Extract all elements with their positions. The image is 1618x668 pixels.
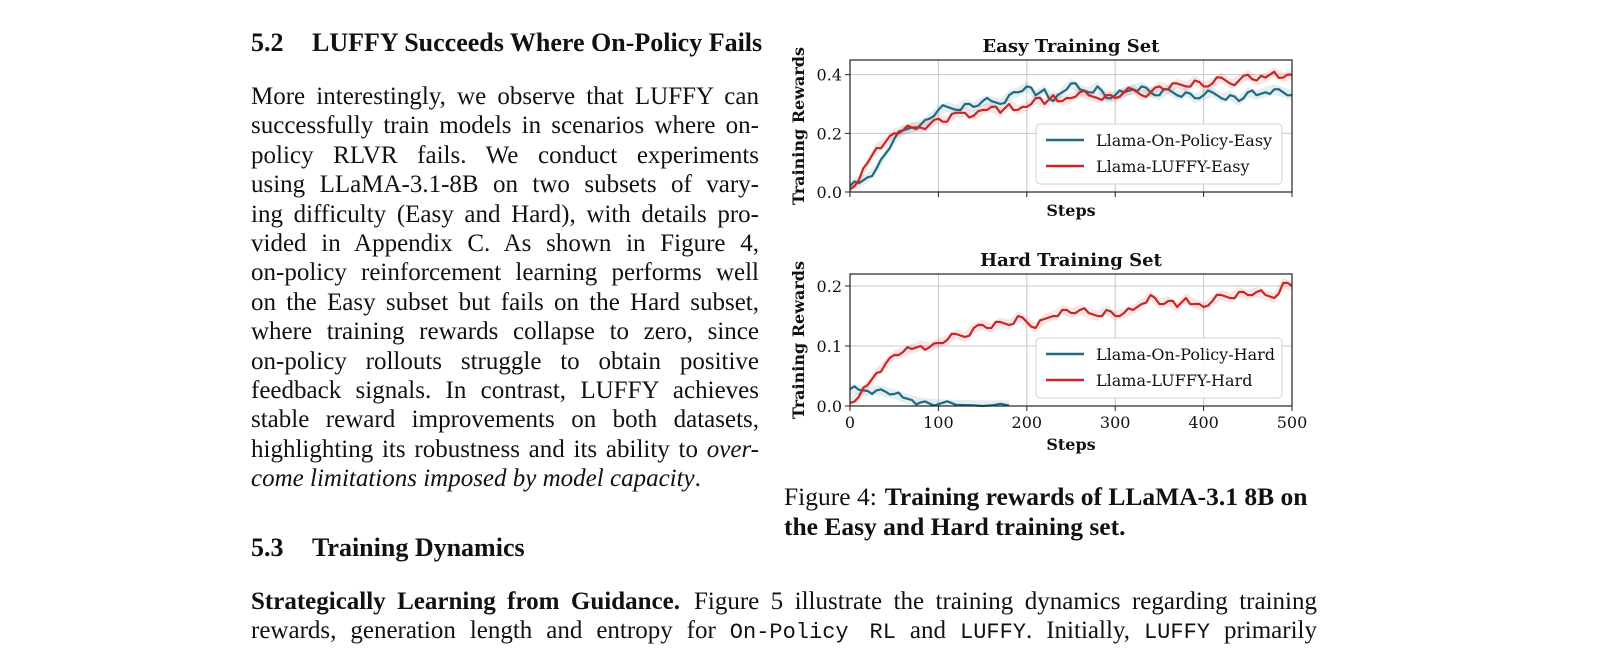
x-tick-label: 100 bbox=[923, 413, 954, 432]
y-tick-label: 0.0 bbox=[816, 183, 842, 202]
section-number: 5.3 bbox=[251, 533, 284, 562]
paragraph-text: rewards, generation length and entropy for bbox=[251, 617, 730, 645]
paragraph-line bbox=[251, 376, 759, 405]
legend-label-0: Llama-On-Policy-Hard bbox=[1096, 345, 1275, 364]
x-tick-label: 300 bbox=[1099, 413, 1131, 432]
paragraph-text: More interestingly, we observe that LUFFY can bbox=[251, 83, 759, 110]
y-tick-label: 0.0 bbox=[816, 397, 842, 416]
y-axis-label: Training Rewards bbox=[789, 261, 808, 419]
paragraph-line bbox=[251, 141, 759, 170]
section-title: Training Dynamics bbox=[312, 533, 525, 562]
paragraph-line bbox=[251, 317, 759, 346]
paragraph-text: successfully train models in scenarios where on- bbox=[251, 112, 759, 140]
figure-4-caption bbox=[784, 482, 1324, 541]
paragraph-line bbox=[251, 82, 759, 111]
paragraph-text: feedback signals. In contrast, LUFFY achieves bbox=[251, 377, 759, 405]
paragraph-text: stable reward improvements on both datasets, bbox=[251, 406, 759, 434]
paragraph-text: ing difficulty (Easy and Hard), with details pro- bbox=[251, 200, 759, 228]
code-text: LUFFY bbox=[1143, 620, 1210, 646]
section-number: 5.2 bbox=[251, 28, 284, 57]
section-5-2-heading bbox=[251, 28, 762, 58]
section-5-3-paragraph bbox=[251, 587, 1317, 648]
y-tick-label: 0.4 bbox=[816, 65, 842, 85]
figure-4 bbox=[784, 30, 1318, 470]
x-tick-label: 0 bbox=[844, 413, 856, 432]
legend-label-1: Llama-LUFFY-Hard bbox=[1096, 371, 1253, 390]
paragraph-text: on-policy reinforcement learning performs well bbox=[251, 259, 759, 287]
legend-label-1: Llama-LUFFY-Easy bbox=[1096, 157, 1250, 176]
code-text: On-Policy RL bbox=[729, 620, 896, 646]
caption-label: Figure 4: bbox=[784, 482, 877, 511]
paragraph-line bbox=[251, 258, 759, 287]
caption-text: Training rewards of LLaMA-3.1 8B on the Easy and Hard training set. bbox=[784, 482, 1308, 541]
chart-title: Hard Training Set bbox=[980, 250, 1162, 271]
runin-heading: Strategically Learning from Guidance. bbox=[251, 588, 680, 615]
y-tick-label: 0.1 bbox=[816, 337, 842, 356]
paragraph-text: policy RLVR fails. We conduct experiments bbox=[251, 141, 759, 169]
paragraph-line bbox=[251, 405, 759, 434]
chart-title: Easy Training Set bbox=[982, 36, 1160, 57]
figure-4-charts bbox=[784, 30, 1318, 470]
paragraph-text: . bbox=[694, 465, 701, 493]
section-title: LUFFY Succeeds Where On-Policy Fails bbox=[312, 28, 763, 57]
paragraph-line bbox=[251, 587, 1317, 616]
paragraph-text: on-policy rollouts struggle to obtain positive bbox=[251, 347, 759, 375]
paragraph-line bbox=[251, 200, 759, 229]
paragraph-text: primarily bbox=[1210, 617, 1317, 645]
x-tick-label: 500 bbox=[1276, 413, 1308, 432]
paragraph-text: highlighting its robustness and its ability to bbox=[251, 435, 707, 463]
paragraph-line bbox=[251, 464, 759, 493]
paragraph-line bbox=[251, 229, 759, 258]
x-tick-label: 400 bbox=[1188, 413, 1219, 432]
italic-text: come limitations imposed by model capacity bbox=[251, 465, 695, 493]
italic-text: over- bbox=[706, 435, 759, 463]
section-5-3-heading bbox=[251, 533, 525, 563]
paragraph-line bbox=[251, 111, 759, 140]
paragraph-text: on the Easy subset but fails on the Hard subset, bbox=[251, 288, 759, 316]
y-tick-label: 0.2 bbox=[816, 124, 842, 144]
paragraph-line bbox=[251, 616, 1317, 647]
paragraph-text: vided in Appendix C. As shown in Figure 4, bbox=[251, 230, 759, 258]
paragraph-line bbox=[251, 347, 759, 376]
paragraph-text: where training rewards collapse to zero, since bbox=[251, 318, 759, 346]
paragraph-text: using LLaMA-3.1-8B on two subsets of vary- bbox=[251, 171, 759, 199]
y-axis-label: Training Rewards bbox=[789, 47, 808, 205]
x-axis-label: Steps bbox=[1046, 435, 1096, 454]
paragraph-line bbox=[251, 435, 759, 464]
section-5-2-paragraph bbox=[251, 82, 759, 494]
paragraph-text: and bbox=[895, 617, 960, 645]
x-tick-label: 200 bbox=[1011, 413, 1043, 432]
legend-label-0: Llama-On-Policy-Easy bbox=[1096, 131, 1273, 150]
code-text: LUFFY bbox=[960, 620, 1027, 646]
paragraph-line bbox=[251, 170, 759, 199]
paragraph-text: Figure 5 illustrate the training dynamics regarding training bbox=[693, 588, 1317, 615]
y-tick-label: 0.2 bbox=[816, 277, 842, 296]
paragraph-text: . Initially, bbox=[1026, 617, 1144, 645]
x-axis-label: Steps bbox=[1046, 201, 1096, 220]
paragraph-line bbox=[251, 288, 759, 317]
